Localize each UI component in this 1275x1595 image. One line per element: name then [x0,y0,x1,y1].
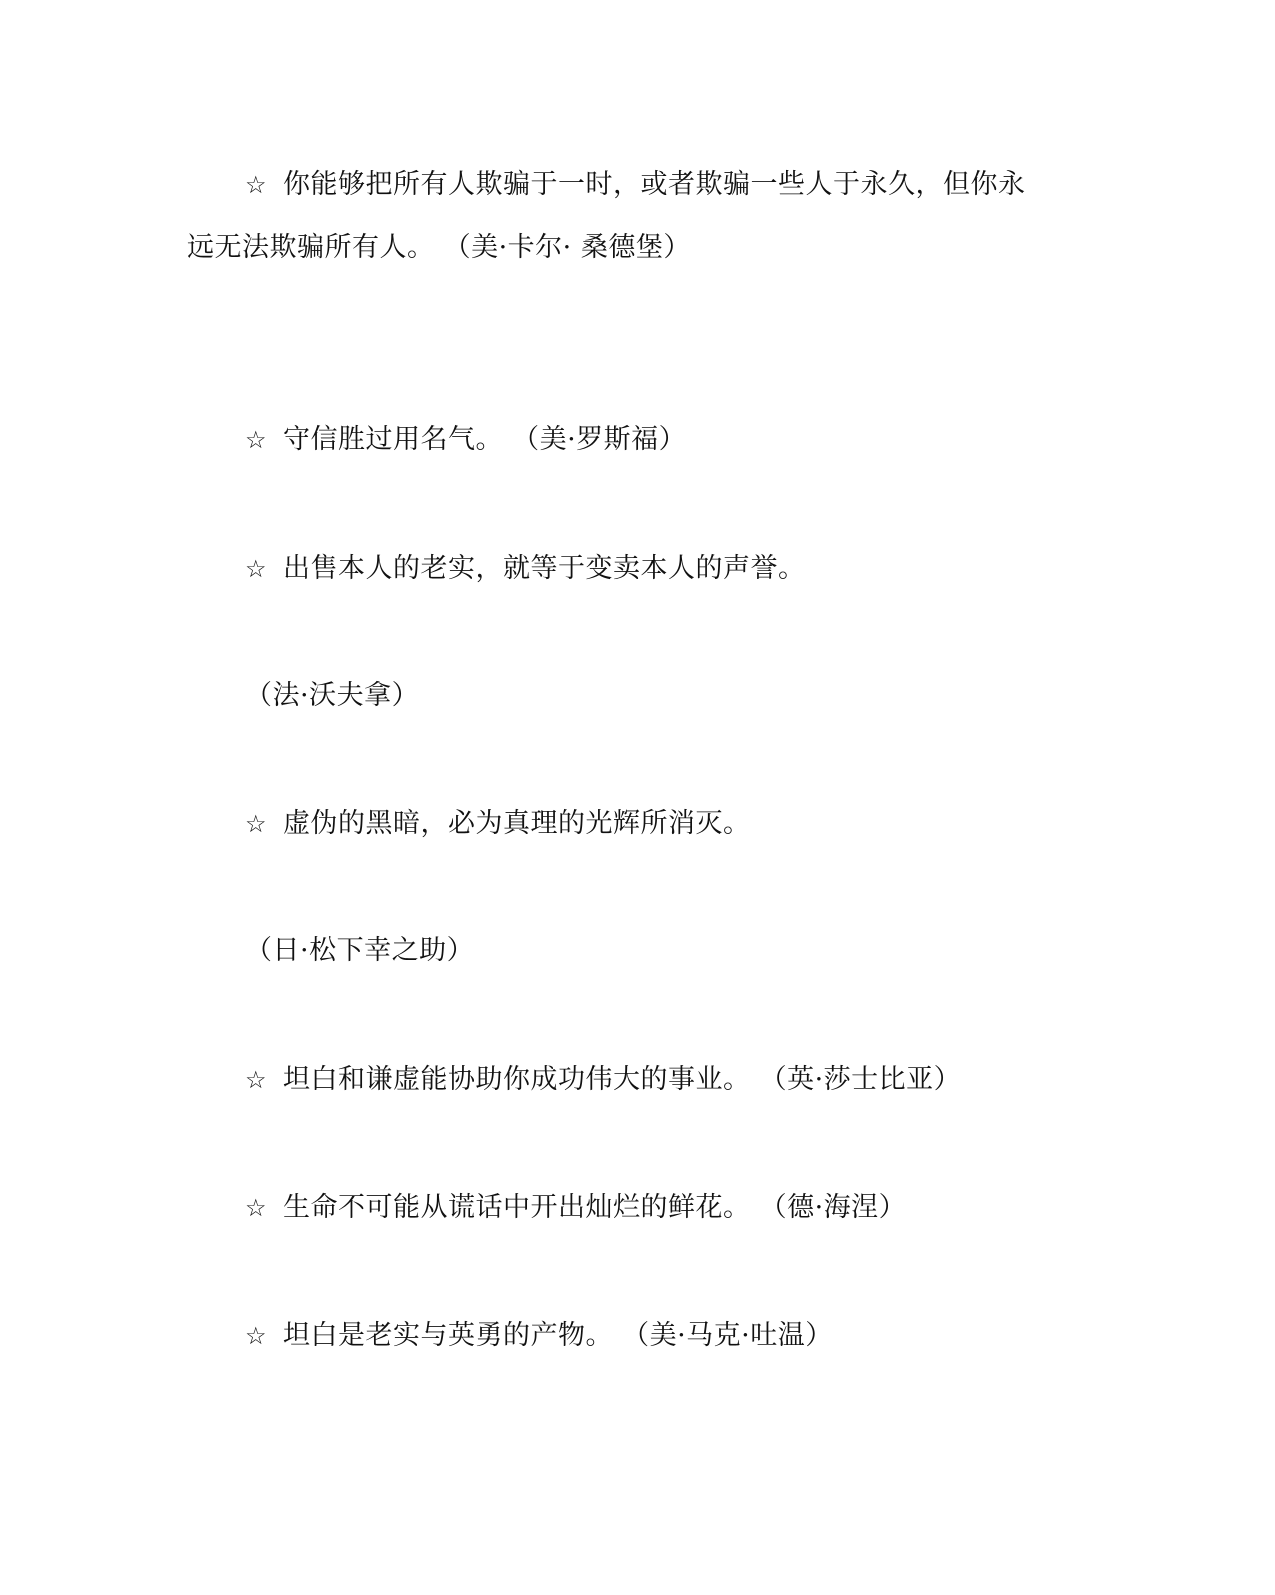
quote-1-text: 你能够把所有人欺骗于一时，或者欺骗一些人于永久，但你永 [283,169,1026,200]
star-icon: ☆ [245,810,268,838]
quote-4-text: 虚伪的黑暗，必为真理的光辉所消灭。 [283,808,751,839]
quote-1-line-1 [245,168,1026,202]
star-icon: ☆ [245,426,268,454]
quote-5-text: 坦白和谦虚能协助你成功伟大的事业。 （英·莎士比亚） [283,1064,962,1095]
star-icon: ☆ [245,171,268,199]
quote-7 [245,1319,833,1353]
star-icon: ☆ [245,1322,268,1350]
quote-3 [245,552,806,586]
star-icon: ☆ [245,1194,268,1222]
quote-2 [245,423,686,457]
quote-3-text: 出售本人的老实，就等于变卖本人的声誉。 [283,553,806,584]
quote-5 [245,1063,961,1097]
quote-2-text: 守信胜过用名气。 （美·罗斯福） [283,424,687,455]
quote-4-attribution: （日·松下幸之助） [245,935,475,966]
quote-6 [245,1191,906,1225]
quote-1-line-2: 远无法欺骗所有人。 （美·卡尔· 桑德堡） [187,232,691,263]
star-icon: ☆ [245,555,268,583]
star-icon: ☆ [245,1066,268,1094]
quote-4 [245,807,751,841]
quote-6-text: 生命不可能从谎话中开出灿烂的鲜花。 （德·海涅） [283,1192,907,1223]
quote-3-attribution: （法·沃夫拿） [245,680,420,711]
quote-7-text: 坦白是老实与英勇的产物。 （美·马克·吐温） [283,1320,833,1351]
